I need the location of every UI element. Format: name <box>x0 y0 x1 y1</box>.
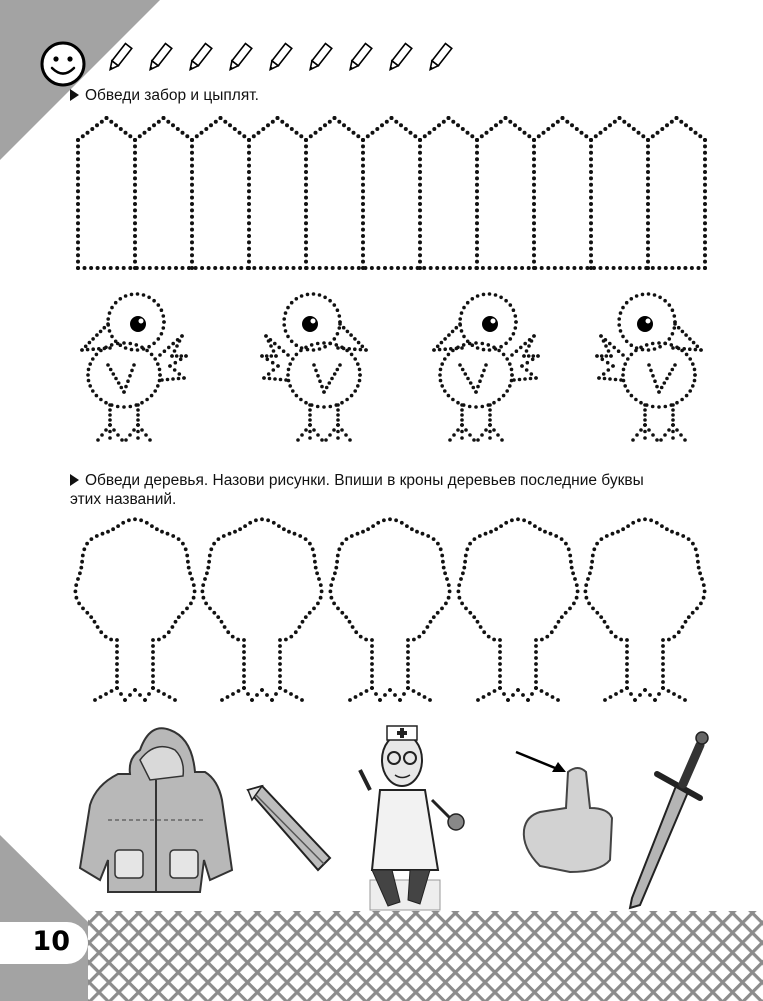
coat-picture <box>80 728 232 892</box>
sword-picture <box>630 732 708 908</box>
task2-instruction: Обведи деревья. Назови рисунки. Впиши в кроны деревьев последние буквы этих названий. <box>70 472 644 508</box>
pencil-picture <box>248 786 330 870</box>
task1-instruction: Обведи забор и цыплят. <box>70 86 259 105</box>
page-number: 10 <box>32 926 70 957</box>
finger-picture <box>516 752 612 872</box>
doctor-picture <box>360 726 464 910</box>
